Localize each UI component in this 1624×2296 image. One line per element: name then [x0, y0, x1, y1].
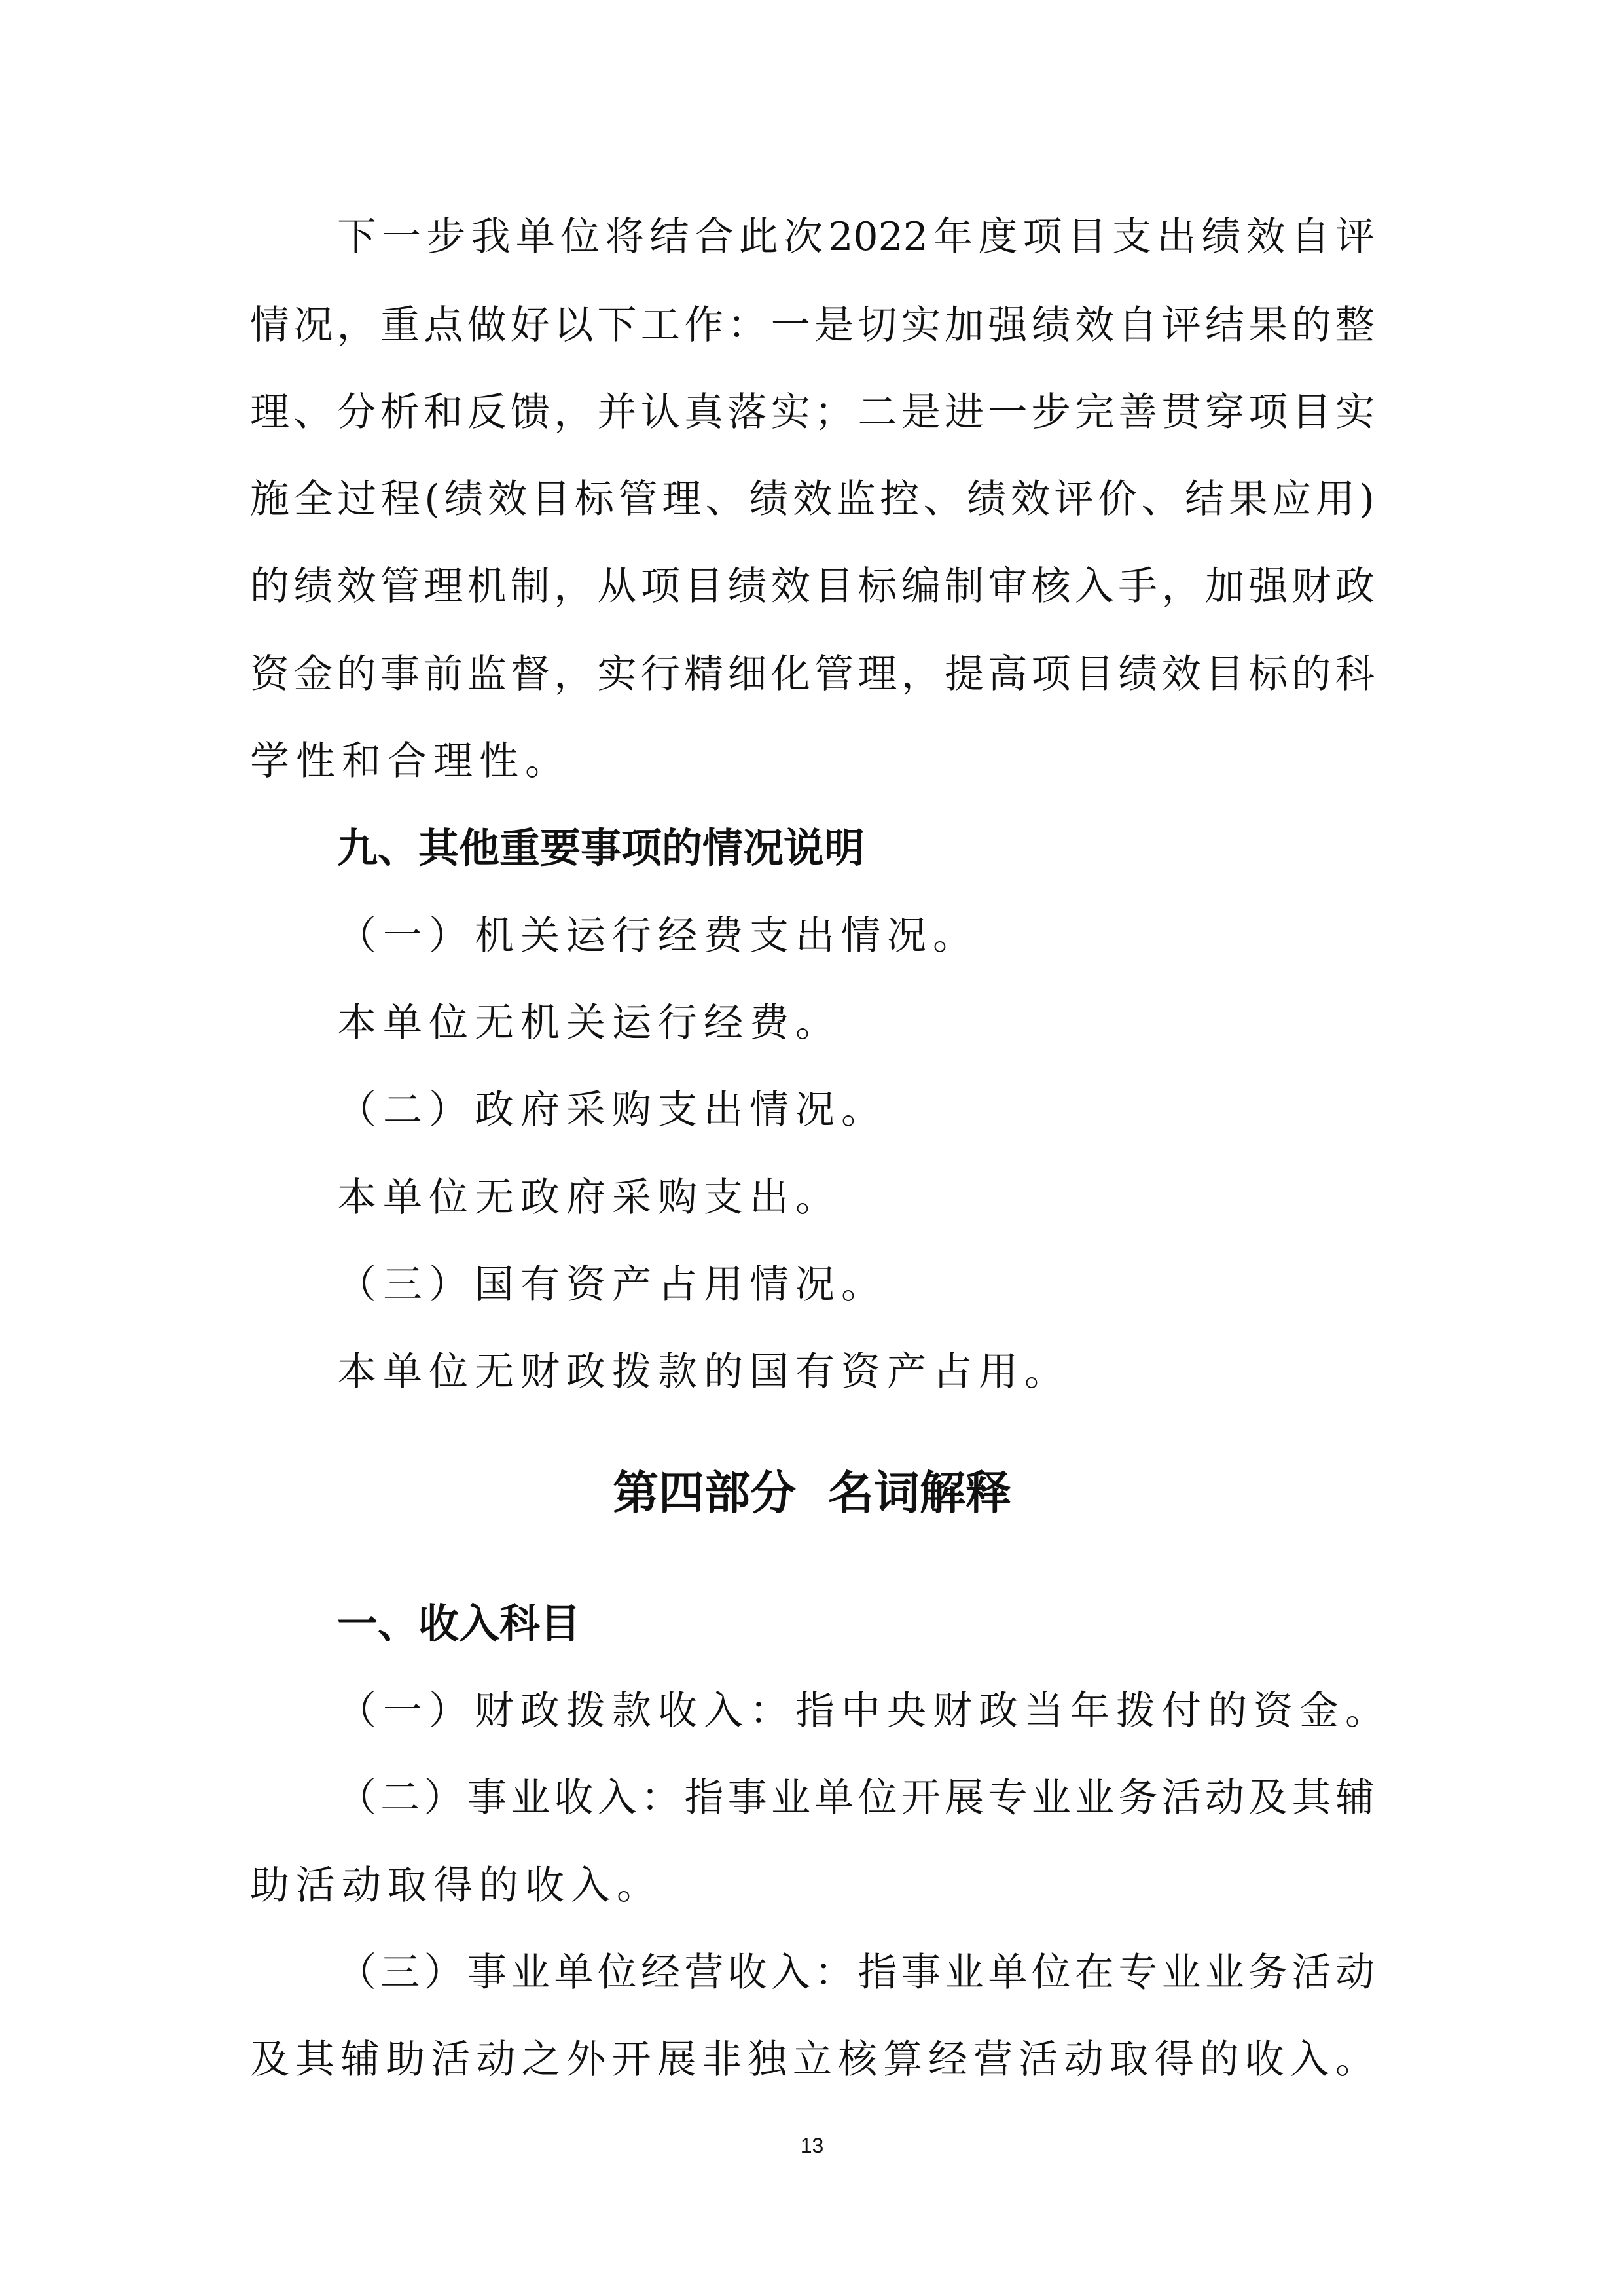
glyph: 出	[1157, 214, 1197, 260]
glyph: ：	[641, 1775, 681, 1821]
glyph: 以	[554, 302, 594, 348]
section-heading: 九、其他重要事项的情况说明	[337, 824, 865, 872]
glyph: 行	[640, 651, 680, 697]
glyph: 情	[250, 302, 289, 348]
glyph: )	[1359, 476, 1375, 522]
definition-line	[337, 1946, 1375, 1999]
glyph: 精	[684, 651, 724, 697]
glyph: 指	[684, 1775, 724, 1821]
glyph: 全	[293, 476, 333, 522]
glyph: 单	[814, 1775, 854, 1821]
glyph: 动	[1335, 1950, 1375, 1996]
glyph: 实	[597, 651, 637, 697]
glyph: 贯	[1161, 389, 1201, 435]
glyph: 结	[1185, 476, 1225, 522]
glyph: 专	[988, 1775, 1028, 1821]
glyph: 下	[337, 214, 376, 260]
glyph: 二	[380, 1775, 420, 1821]
glyph: 、	[293, 389, 333, 435]
glyph: 位	[597, 1950, 637, 1996]
glyph: 位	[1031, 1950, 1071, 1996]
glyph: 分	[336, 389, 376, 435]
glyph: 效	[1010, 476, 1050, 522]
glyph: 业	[511, 1950, 550, 1996]
glyph: 手	[1118, 564, 1158, 609]
glyph: 活	[1019, 2037, 1058, 2083]
glyph: 的	[1291, 302, 1331, 348]
glyph: 目	[814, 564, 854, 609]
glyph: 营	[973, 2037, 1013, 2083]
glyph: 目	[531, 476, 571, 522]
glyph: 经	[641, 1950, 681, 1996]
glyph: 理	[662, 476, 702, 522]
glyph: 理	[424, 564, 463, 609]
glyph: 事	[727, 1775, 767, 1821]
sub-heading: （三）国有资产占用情况。	[337, 1262, 887, 1308]
glyph: 加	[1204, 564, 1244, 609]
glyph: 位	[560, 214, 600, 260]
glyph: 做	[467, 302, 507, 348]
glyph: 收	[554, 1775, 594, 1821]
glyph: 审	[988, 564, 1028, 609]
paragraph-line	[250, 560, 1375, 613]
glyph: 目	[1291, 389, 1331, 435]
glyph: 、	[705, 476, 745, 522]
glyph: 效	[336, 564, 376, 609]
glyph: ）	[424, 1775, 463, 1821]
glyph: 标	[575, 476, 615, 522]
glyph: 一	[770, 302, 810, 348]
glyph: （	[337, 1775, 376, 1821]
glyph: 辅	[1335, 1775, 1375, 1821]
glyph: 析	[380, 389, 420, 435]
glyph: 业	[945, 1950, 984, 1996]
glyph: 作	[684, 302, 724, 348]
glyph: 强	[988, 302, 1028, 348]
glyph: 活	[431, 2037, 471, 2083]
glyph: 点	[424, 302, 463, 348]
glyph: 效	[1161, 651, 1201, 697]
glyph: 管	[380, 564, 420, 609]
glyph: (	[424, 476, 440, 522]
glyph: 业	[1075, 1775, 1115, 1821]
body-text: 本单位无政府采购支出。	[337, 1175, 841, 1221]
glyph: 控	[880, 476, 920, 522]
glyph: 我	[471, 214, 511, 260]
sub-heading: （二）政府采购支出情况。	[337, 1087, 887, 1133]
glyph: ，	[1161, 564, 1201, 609]
glyph: 专	[1118, 1950, 1158, 1996]
glyph: 开	[611, 2037, 651, 2083]
glyph: 展	[945, 1775, 984, 1821]
glyph: 从	[597, 564, 637, 609]
glyph: ，	[336, 302, 376, 348]
glyph: 事	[901, 1950, 941, 1996]
glyph: 三	[380, 1950, 420, 1996]
glyph: （	[337, 1950, 376, 1996]
glyph: 理	[250, 389, 289, 435]
glyph: 过	[337, 476, 377, 522]
glyph: 落	[727, 389, 767, 435]
glyph: 政	[1335, 564, 1375, 609]
definition-line	[250, 2034, 1375, 2086]
glyph: 的	[250, 564, 289, 609]
glyph: 结	[1204, 302, 1244, 348]
glyph: ）	[424, 1950, 463, 1996]
glyph: 务	[1248, 1950, 1288, 1996]
glyph: 得	[1154, 2037, 1194, 2083]
glyph: 、	[923, 476, 963, 522]
glyph: 监	[467, 651, 507, 697]
glyph: 是	[901, 389, 941, 435]
glyph: 业	[1161, 1950, 1201, 1996]
glyph: 反	[467, 389, 507, 435]
glyph: ：	[727, 302, 767, 348]
glyph: 指	[857, 1950, 897, 1996]
glyph: 活	[1161, 1775, 1201, 1821]
glyph: 绩	[1201, 214, 1241, 260]
glyph: 果	[1228, 476, 1268, 522]
glyph: 效	[487, 476, 527, 522]
glyph: 整	[1335, 302, 1375, 348]
glyph: 支	[1111, 214, 1151, 260]
glyph: 其	[295, 2037, 335, 2083]
glyph: 其	[1291, 1775, 1331, 1821]
glyph: 之	[521, 2037, 561, 2083]
glyph: 效	[1246, 214, 1286, 260]
glyph: 合	[694, 214, 734, 260]
glyph: 入	[1290, 2037, 1329, 2083]
glyph: 将	[605, 214, 645, 260]
glyph: 目	[1067, 214, 1107, 260]
page-number: 13	[800, 2134, 824, 2157]
glyph: 目	[1074, 651, 1114, 697]
glyph: 认	[640, 389, 680, 435]
glyph: 用	[1315, 476, 1355, 522]
glyph: 非	[702, 2037, 742, 2083]
glyph: 绩	[727, 564, 767, 609]
glyph: 入	[597, 1775, 637, 1821]
glyph: 提	[945, 651, 984, 697]
glyph: 的	[1291, 651, 1331, 697]
glyph: 外	[566, 2037, 606, 2083]
glyph: 业	[1204, 1950, 1244, 1996]
glyph: 位	[857, 1775, 897, 1821]
glyph: 单	[554, 1950, 594, 1996]
glyph: 辅	[340, 2037, 380, 2083]
glyph: 穿	[1204, 389, 1244, 435]
glyph: 项	[640, 564, 680, 609]
glyph: 业	[1031, 1775, 1071, 1821]
paragraph-line	[250, 386, 1375, 439]
glyph: 目	[1204, 651, 1244, 697]
glyph: 2022	[828, 214, 928, 260]
glyph: 动	[1064, 2037, 1104, 2083]
glyph: 务	[1118, 1775, 1158, 1821]
glyph: 标	[857, 564, 897, 609]
glyph: 活	[1291, 1950, 1331, 1996]
glyph: 完	[1074, 389, 1114, 435]
glyph: 收	[727, 1950, 767, 1996]
glyph: 科	[1335, 651, 1375, 697]
glyph: 二	[857, 389, 897, 435]
glyph: 管	[814, 651, 854, 697]
glyph: 重	[380, 302, 420, 348]
glyph: 制	[510, 564, 550, 609]
glyph: 及	[1248, 1775, 1288, 1821]
body-text: 本单位无财政拨款的国有资产占用。	[337, 1349, 1070, 1395]
glyph: 进	[945, 389, 984, 435]
glyph: 效	[792, 476, 832, 522]
glyph: 项	[1248, 389, 1288, 435]
glyph: 细	[727, 651, 767, 697]
glyph: 业	[511, 1775, 550, 1821]
glyph: 一	[382, 214, 422, 260]
glyph: 事	[467, 1950, 507, 1996]
glyph: 目	[684, 564, 724, 609]
glyph: 步	[1031, 389, 1071, 435]
glyph: 切	[857, 302, 897, 348]
glyph: 入	[770, 1950, 810, 1996]
glyph: 独	[747, 2037, 787, 2083]
glyph: 理	[857, 651, 897, 697]
glyph: 标	[1248, 651, 1288, 697]
glyph: 立	[792, 2037, 832, 2083]
glyph: 真	[684, 389, 724, 435]
paragraph-line	[250, 473, 1375, 526]
glyph: 评	[1161, 302, 1201, 348]
glyph: 度	[978, 214, 1018, 260]
glyph: 自	[1290, 214, 1330, 260]
glyph: 助	[386, 2037, 425, 2083]
glyph: 结	[649, 214, 689, 260]
glyph: 的	[1199, 2037, 1239, 2083]
glyph: 工	[640, 302, 680, 348]
glyph: 督	[510, 651, 550, 697]
glyph: 单	[988, 1950, 1028, 1996]
glyph: 取	[1109, 2037, 1149, 2083]
glyph: 是	[814, 302, 854, 348]
glyph: 金	[293, 651, 333, 697]
glyph: 入	[1074, 564, 1114, 609]
glyph: ：	[814, 1950, 854, 1996]
glyph: 项	[1022, 214, 1062, 260]
glyph: 财	[1291, 564, 1331, 609]
glyph: 强	[1248, 564, 1288, 609]
glyph: 算	[883, 2037, 923, 2083]
paragraph-line	[250, 299, 1375, 351]
definition-line	[337, 1772, 1375, 1824]
glyph: 施	[250, 476, 289, 522]
glyph: 评	[1335, 214, 1375, 260]
glyph: ，	[901, 651, 941, 697]
glyph: 、	[1141, 476, 1181, 522]
paragraph-line	[250, 648, 1375, 700]
glyph: 绩	[444, 476, 484, 522]
definition-line: 助活动取得的收入。	[250, 1863, 662, 1909]
glyph: 绩	[293, 564, 333, 609]
glyph: 应	[1272, 476, 1312, 522]
glyph: 程	[380, 476, 420, 522]
glyph: 制	[945, 564, 984, 609]
section-heading: 一、收入科目	[337, 1600, 581, 1647]
glyph: 下	[597, 302, 637, 348]
glyph: 年	[933, 214, 973, 260]
part-title: 第四部分 名词解释	[613, 1466, 1011, 1520]
glyph: 资	[250, 651, 289, 697]
glyph: 绩	[1031, 302, 1071, 348]
glyph: 绩	[1118, 651, 1158, 697]
glyph: 一	[988, 389, 1028, 435]
glyph: 实	[901, 302, 941, 348]
glyph: 效	[1074, 302, 1114, 348]
glyph: ；	[814, 389, 854, 435]
glyph: ，	[554, 651, 594, 697]
glyph: 步	[426, 214, 466, 260]
glyph: 次	[784, 214, 823, 260]
glyph: 好	[510, 302, 550, 348]
glyph: 善	[1118, 389, 1158, 435]
glyph: 绩	[967, 476, 1007, 522]
glyph: 核	[838, 2037, 878, 2083]
glyph: 单	[515, 214, 555, 260]
glyph: 管	[618, 476, 658, 522]
glyph: 和	[424, 389, 463, 435]
glyph: 收	[1244, 2037, 1284, 2083]
glyph: 前	[424, 651, 463, 697]
glyph: 高	[988, 651, 1028, 697]
glyph: 开	[901, 1775, 941, 1821]
body-text: 本单位无机关运行经费。	[337, 1000, 841, 1046]
glyph: 果	[1248, 302, 1288, 348]
glyph: 价	[1097, 476, 1137, 522]
glyph: 项	[1031, 651, 1071, 697]
glyph: 实	[1335, 389, 1375, 435]
glyph: 加	[945, 302, 984, 348]
glyph: 动	[1204, 1775, 1244, 1821]
sub-heading: （一）机关运行经费支出情况。	[337, 913, 979, 959]
paragraph-line: 学性和合理性。	[250, 738, 571, 784]
glyph: 在	[1075, 1950, 1115, 1996]
definition-line: （一）财政拨款收入：指中央财政当年拨付的资金。	[337, 1688, 1391, 1734]
glyph: 的	[336, 651, 376, 697]
glyph: 实	[770, 389, 810, 435]
glyph: 业	[770, 1775, 810, 1821]
paragraph-line	[337, 211, 1375, 263]
glyph: 并	[597, 389, 637, 435]
glyph: 核	[1031, 564, 1071, 609]
glyph: 经	[928, 2037, 968, 2083]
glyph: 评	[1054, 476, 1094, 522]
glyph: 此	[738, 214, 778, 260]
glyph: 展	[657, 2037, 696, 2083]
glyph: 动	[476, 2037, 516, 2083]
glyph: 营	[684, 1950, 724, 1996]
glyph: ，	[554, 564, 594, 609]
glyph: 及	[250, 2037, 289, 2083]
glyph: 馈	[510, 389, 550, 435]
glyph: 绩	[749, 476, 789, 522]
glyph: 化	[770, 651, 810, 697]
glyph: 自	[1118, 302, 1158, 348]
glyph: 监	[836, 476, 876, 522]
glyph: 机	[467, 564, 507, 609]
glyph: 事	[380, 651, 420, 697]
glyph: 效	[770, 564, 810, 609]
glyph: 事	[467, 1775, 507, 1821]
glyph: 。	[1335, 2037, 1375, 2083]
glyph: 编	[901, 564, 941, 609]
glyph: 况	[293, 302, 333, 348]
glyph: ，	[554, 389, 594, 435]
